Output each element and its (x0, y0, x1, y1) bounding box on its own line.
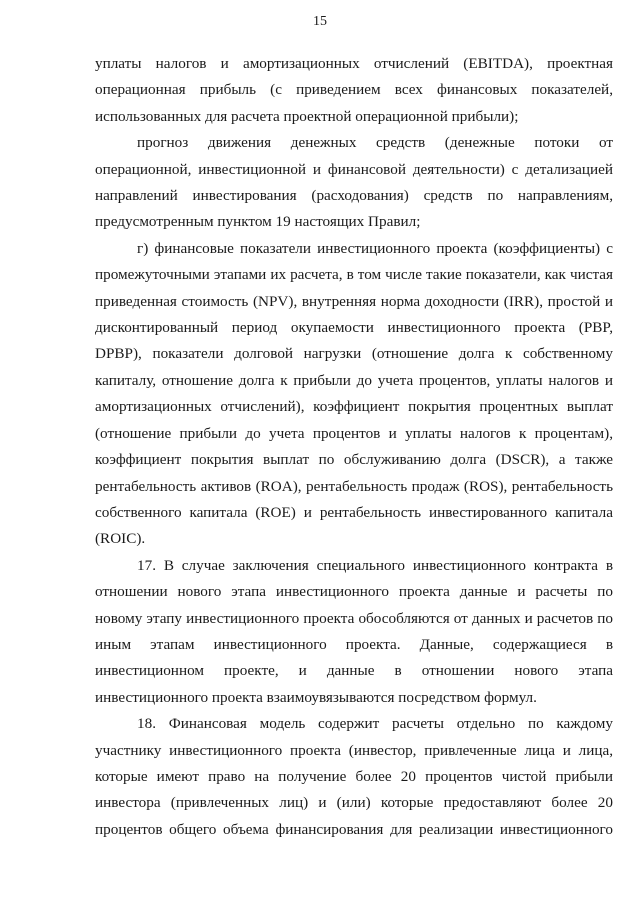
page-number: 15 (313, 14, 327, 29)
paragraph-item-17: 17. В случае заключения специального инвестиционного контракта в отношении нового этапа инвестиционного проекта данные и расчеты по новому этапу инвестиционного проекта обособляются от данных и расчетов по иным этапам инвестиционного проекта. Данные, содержащиеся в инвестиционном проекте, и данные в отношении нового этапа инвестиционного проекта взаимоувязываются посредством формул. (95, 556, 613, 706)
document-body (95, 51, 613, 843)
paragraph-item-18: 18. Финансовая модель содержит расчеты отдельно по каждому участнику инвестиционного проекта (инвестор, привлеченные лица и лица, которые имеют право на получение более 20 процентов чистой прибыли инвестора (привлеченных лиц) и (или) которые предоставляют более 20 процентов общего объема финансирования для реализации инвестиционного (95, 715, 613, 838)
paragraph-ebitda-continuation: уплаты налогов и амортизационных отчислений (EBITDA), проектная операционная прибыль (с приведением всех финансовых показателей, использованных для расчета проектной операционной прибыли); (95, 55, 613, 125)
paragraph-financial-indicators: г) финансовые показатели инвестиционного проекта (коэффициенты) с промежуточными этапами их расчета, в том числе такие показатели, как чистая приведенная стоимость (NPV), внутренняя норма доходности (IRR), простой и дисконтированный период окупаемости инвестиционного проекта (PBP, DPBP), показатели долговой нагрузки (отношение долга к собственному капиталу, отношение долга к прибыли до учета процентов, уплаты налогов и амортизационных отчислений), коэффициент покрытия процентных выплат (отношение прибыли до учета процентов и уплаты налогов к процентам), коэффициент покрытия выплат по обслуживанию долга (DSCR), а также рентабельность активов (ROA), рентабельность продаж (ROS), рентабельность собственного капитала (ROE) и рентабельность инвестированного капитала (ROIC). (95, 239, 613, 548)
paragraph-cash-flow-forecast: прогноз движения денежных средств (денежные потоки от операционной, инвестиционной и финансовой деятельности) с детализацией направлений инвестирования (расходования) средств по направлениям, предусмотренным пунктом 19 настоящих Правил; (95, 134, 613, 231)
